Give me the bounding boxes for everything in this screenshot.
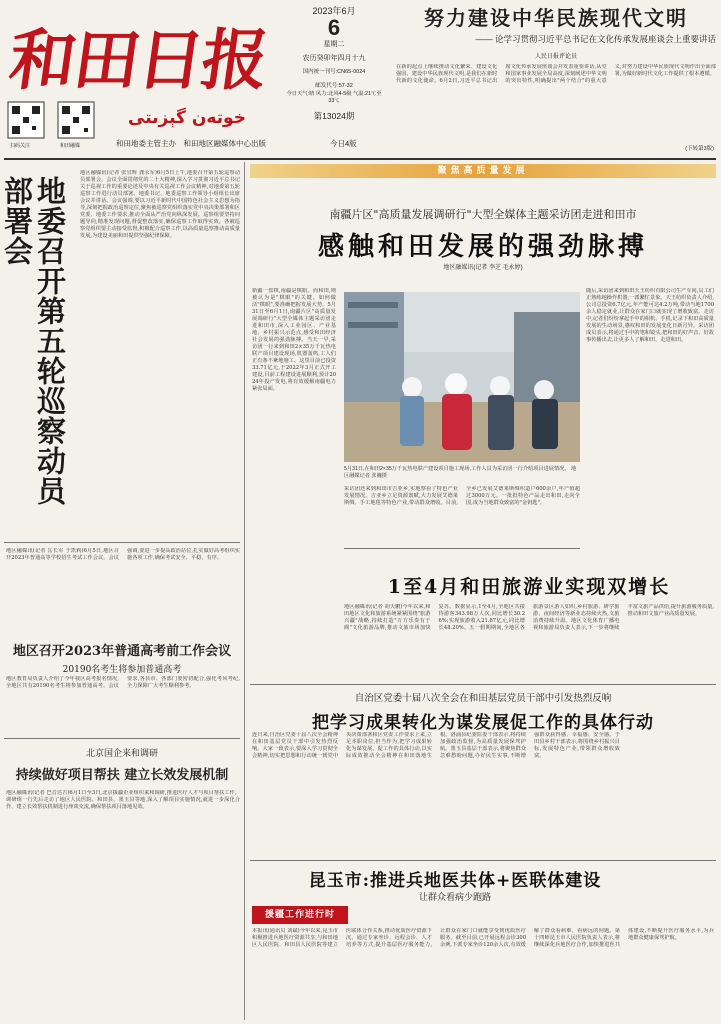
kunyu-body: 本报讯(通讯员 刘斌)今年以来,昆玉市积极推进兵地医疗资源共享,与和田地区人民医院、和田县人民医院等建立医联体合作关系,推动优质医疗资源下沉。通过专家坐诊、远程会诊、人才培养等方式,提升基层医疗服务能力,让群众在家门口就能享受到优质医疗服务。截至目前,已开展远程会诊300余例,下派专家坐诊120余人次,有效缓解了群众看病难、看病远的问题。第十四师昆玉市人民医院负责人表示,将继续深化兵地医疗合作,加快推进医共体建设,不断提升医疗服务水平,为兵地群众健康保驾护航。 xyxy=(252,928,714,948)
date-day: 6 xyxy=(327,15,341,40)
tourism-body: 地区融媒讯(记者 胡天鹏)今年以来,和田地区文化和旅游系统紧紧围绕"旅游兴疆"战略,持续打造"万方乐奏有于阗"文化旅游品牌,推动文旅市场加快复苏。数据显示,1至4月,全地区共接待游客343.98万人次,同比增长30.26%;实现旅游收入21.87亿元,同比增长48.20%。五一假期期间,全地区各旅游景区游人如织,乡村旅游、研学旅游、夜间经济等新业态持续火热,文旅消费持续升温。地区文化体育广播电视和旅游局负责人表示,下一步将继续丰富文旅产品供给,提升旅游服务质量,推动和田文旅产业高质量发展。 xyxy=(344,604,714,631)
tourism-title: 1至4月和田旅游业实现双增长 xyxy=(387,576,671,598)
date-postal: 邮发代号:57-32 xyxy=(315,83,353,89)
exam-intro: 地区融媒讯(记者 岳长军 于凯莉)6月5日,地区召开2023年普通高等学校招生考试工作会议。会议强调,要进一步提高政治站位,扎实做好高考组织实施各项工作,确保考试安全、平稳、有序。 xyxy=(6,548,240,561)
feature-photo xyxy=(344,292,580,462)
feature-caption: 5月31日,在和田2×35万千瓦热电联产建设项目施工现场,工作人员为采访团一行介绍项目进展情况。 地区融媒记者 张巍摄 xyxy=(344,466,577,479)
date-box xyxy=(282,4,386,154)
kunyu-box xyxy=(252,906,348,924)
date-lunar: 农历癸卯年四月十九 xyxy=(302,55,366,62)
left-lead-body: 地区融媒讯(记者 张宜辉 龚永军)6月5日上午,地委召开第五轮巡察动员部署会。会议全面贯彻党的二十大精神,深入学习贯彻习近平总书记关于巡视工作的重要论述及中央有关巡视工作会议精神,对地委第五轮巡察工作进行动员部署。地委书记、地委巡察工作领导小组组长出席会议并讲话。会议强调,要以习近平新时代中国特色社会主义思想为指导,深刻把握政治巡察定位,聚焦被巡察党组织落实党中央决策部署和区党委、地委工作要求,推动全面从严治党向纵深发展。巡察组要坚持问题导向,精准发现问题,督促整改落实,确保巡察工作取得实效。各被巡察党组织要主动接受监督,积极配合巡察工作,以高质量巡察推动高质量发展,为建设美丽和田提供坚强纪律保障。 xyxy=(80,170,240,239)
divider-left-1 xyxy=(4,542,240,543)
feature-photo-graphic xyxy=(344,292,580,462)
exam-body: 地区教育局负责人介绍了今年我区高考报名情况,全地区共有20190名考生将参加普通高考。会议要求,各县市、各部门要密切配合,强化考风考纪,全力保障广大考生顺利参考。 xyxy=(6,676,240,689)
feature-title: 感触和田发展的强劲脉搏 xyxy=(317,232,648,262)
top-article xyxy=(396,6,716,154)
feature-byline: 地区融媒讯(记者 李芝 毛永婷) xyxy=(443,265,523,271)
masthead-uyghur: خوتەن گېزىتى xyxy=(128,108,246,128)
section-banner xyxy=(250,164,716,178)
exam-subtitle: 20190名考生将参加普通高考 xyxy=(62,665,182,675)
masthead-sponsor: 和田地委主管主办 和田地区融媒体中心出版 xyxy=(116,139,266,148)
feature-col3: 采访团还来到和田市吉亚乡,实地察看了特色产业发展情况。吉亚乡立足资源禀赋,大力发展艾德莱斯绸、手工地毯等特色产业,带动群众增收。目前,全乡已发展艾德莱斯绸织造户600余户,年产值超过3000万元。一批批特色产品走出和田,走向全国,成为当地群众致富的"金钥匙"。 xyxy=(344,486,580,506)
kunyu-subtitle: 让群众看病少跑路 xyxy=(418,893,491,903)
hospital-body: 地区融媒讯(记者 巴音达吉)6月1日至3日,北京援疆企业组织来和调研,推进医疗人才与项目帮扶工作。调研组一行先后走访了地区人民医院、和田县、墨玉县等地,深入了解项目实施情况,就进一步深化合作、建立长效帮扶机制进行座谈交流,确保帮扶项目落地见效。 xyxy=(6,790,240,810)
divider-feature-bottom xyxy=(344,548,580,549)
top-article-title: 努力建设中华民族现代文明 xyxy=(424,6,688,30)
divider-vertical-left xyxy=(244,162,245,1020)
qr-label-2: 和田融媒 xyxy=(60,143,81,149)
feature-col1: 新疆一盘棋,南疆是棋眼。而和田,则被认为是"棋眼"的关键。如何做活"棋眼",要准确把握发展大势。5月31日至6月1日,南疆片区"高质量发展调研行"大型全媒体主题采访团走进和田市,深入工业园区、产业基地、乡村振兴示范点,感受和田经济社会发展的强劲脉搏。当天一早,采访团一行来到和田2×35万千瓦热电联产项目建设现场,机器轰鸣,工人们正有条不紊地施工。这里目前已投资33.71亿元,于2022年3月正式开工建设,目前工程建设进展顺利,预计2024年投产发电,将有效缓解南疆电力紧张局面。 xyxy=(252,288,336,392)
kunyu-box-label: 援疆工作进行时 xyxy=(264,910,335,920)
masthead-rule xyxy=(4,158,716,160)
theory-kicker: 自治区党委十届八次全会在和田基层党员干部中引发热烈反响 xyxy=(354,693,612,704)
date-weather: 今日天气:晴 风力:北风4-5级 气温:21℃至33℃ xyxy=(286,91,382,104)
exam-title: 地区召开2023年普通高考前工作会议 xyxy=(12,644,232,659)
masthead-logo: 和田日报 xyxy=(4,21,272,99)
feature-col2: 随后,采访团来到和田天王纺织有限公司生产车间,员工们正熟练地操作机器,一派繁忙景象。天王纺织负责人介绍,公司总投资6.7亿元,年产能可达4.2万吨,带动当地1700余人稳定就业,让群众在家门口就实现了增收致富。走访中,记者们纷纷拿起手中的相机、手机,记录下和田高质量发展的生动场景,感叹和田的发展变化日新月异。采访团成员表示,将通过手中的笔和镜头,把和田的好声音、好故事传播出去,让更多人了解和田、走进和田。 xyxy=(586,288,714,343)
date-year-month: 2023年6月 xyxy=(312,6,356,16)
theory-body: 连日来,自治区党委十届八次全会精神在和田基层党员干部中引发热烈反响。大家一致表示,要深入学习贯彻全会精神,切实把思想和行动统一到党中央决策部署和区党委工作要求上来,立足本职岗位,担当作为,把学习成果转化为谋发展、促工作的具体行动,以实际成效推动全会精神在和田落地生根。洛浦县纪委监委干部表示,将持续加强政治监督,为高质量发展保驾护航。墨玉县基层干部表示,将聚焦群众急难愁盼问题,办好民生实事,不断增强群众获得感、幸福感、安全感。于田县乡村干部表示,将围绕乡村振兴目标,发展特色产业,带领群众增收致富。 xyxy=(252,732,620,759)
divider-theory xyxy=(250,860,716,861)
hospital-kicker: 北京国企来和调研 xyxy=(85,749,158,759)
pages-count: 今日4版 xyxy=(330,139,357,148)
hospital-title: 持续做好项目帮扶 建立长效发展机制 xyxy=(15,768,229,783)
top-article-byline: 人民日报评论员 xyxy=(534,54,577,60)
theory-title: 把学习成果转化为谋发展促工作的具体行动 xyxy=(312,713,654,733)
top-article-continued: (下转第3版) xyxy=(685,146,714,152)
feature-kicker: 南疆片区"高质量发展调研行"大型全媒体主题采访团走进和田市 xyxy=(329,208,637,221)
date-weekday: 星期二 xyxy=(323,41,345,48)
left-lead-title: 地委召开第五轮巡察动员部署会 xyxy=(0,176,67,506)
date-issn: 国内统一刊号:CN65-0024 xyxy=(302,69,366,75)
top-article-subtitle: —— 论学习贯彻习近平总书记在文化传承发展座谈会上重要讲话 xyxy=(475,34,716,44)
divider-left-2 xyxy=(4,738,240,739)
qr-label-1: 扫码关注 xyxy=(10,143,31,149)
top-article-body: 在新的起点上继续推动文化繁荣、建设文化强国、建设中华民族现代文明,是我们在新时代新的文化使命。6月2日,习近平总书记出席文化传承发展座谈会并发表重要讲话,从党和国家事业发展全局高度,深刻阐述中华文明的突出特性,明确提出"两个结合"的重大意义,对努力建设中华民族现代文明作出全面部署,为做好新时代文化工作提供了根本遵循。 xyxy=(396,64,716,84)
date-issue: 第13024期 xyxy=(313,111,355,121)
section-banner-label: 聚焦高质量发展 xyxy=(437,166,529,176)
kunyu-title: 昆玉市:推进兵地医共体+医联体建设 xyxy=(308,871,602,891)
divider-tourism xyxy=(250,684,716,685)
